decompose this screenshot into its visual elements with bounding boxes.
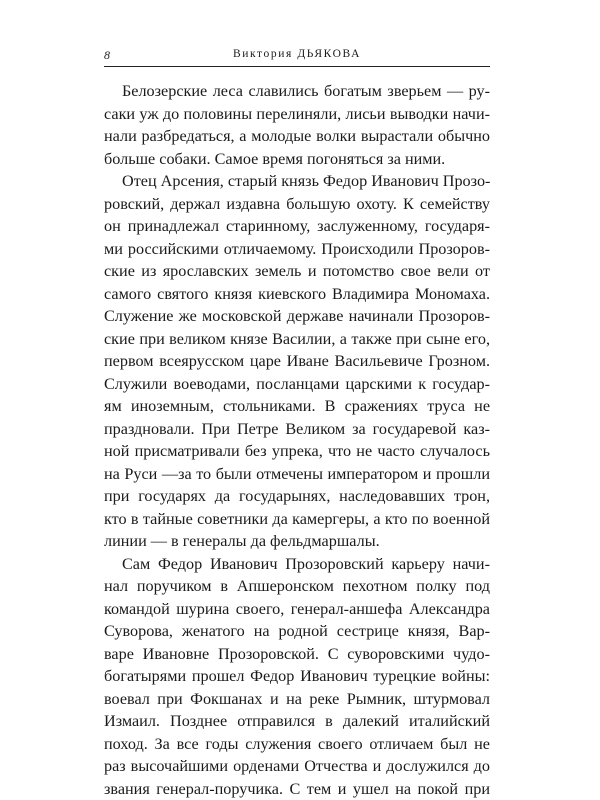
text-line: кто в тайные советники да камергеры, а кто по военной xyxy=(104,508,490,531)
running-title: Виктория ДЬЯКОВА xyxy=(104,48,490,60)
text-line: ские из ярославских земель и потомство свое вели от xyxy=(104,260,490,283)
text-line: Суворова, женатого на родной сестрице князя, Вар- xyxy=(104,620,490,643)
running-header xyxy=(104,44,490,67)
text-line: праздновали. При Петре Великом за государевой каз- xyxy=(104,418,490,441)
paragraph xyxy=(104,80,490,170)
text-line: Служение же московской державе начинали Прозоров- xyxy=(104,305,490,328)
body-text xyxy=(104,80,490,800)
text-line: первом всеярусском царе Иване Васильевиче Грозном. xyxy=(104,350,490,373)
paragraph xyxy=(104,170,490,553)
text-line: на Руси —за то были отмечены императором и прошли xyxy=(104,463,490,486)
text-line: Сам Федор Иванович Прозоровский карьеру начи- xyxy=(104,553,490,576)
text-line: больше собаки. Самое время погоняться за ними. xyxy=(104,148,490,171)
text-line: линии — в генералы да фельдмаршалы. xyxy=(104,530,490,553)
text-line: при государях да государынях, наследовавших трон, xyxy=(104,485,490,508)
text-line: саки уж до половины перелиняли, лисьи выводки начи- xyxy=(104,103,490,126)
text-line: нал поручиком в Апшеронском пехотном полку под xyxy=(104,575,490,598)
text-line: Белозерские леса славились богатым зверьем — ру- xyxy=(104,80,490,103)
text-line: самого святого князя киевского Владимира Мономаха. xyxy=(104,283,490,306)
paragraph xyxy=(104,553,490,800)
text-line: командой шурина своего, генерал-аншефа Александра xyxy=(104,598,490,621)
text-line: Измаил. Позднее отправился в далекий италийский xyxy=(104,710,490,733)
text-line: Служили воеводами, посланцами царскими к государ- xyxy=(104,373,490,396)
page-number: 8 xyxy=(104,48,110,63)
text-line: ские при великом князе Василии, а также при сыне его, xyxy=(104,328,490,351)
text-line: богатырями прошел Федор Иванович турецкие войны: xyxy=(104,665,490,688)
text-line: ной присматривали без упрека, что не часто случалось xyxy=(104,440,490,463)
text-line: варе Ивановне Прозоровской. С суворовскими чудо- xyxy=(104,643,490,666)
text-line: звания генерал-поручика. С тем и ушел на покой при xyxy=(104,778,490,800)
text-line: Отец Арсения, старый князь Федор Иванович Прозо- xyxy=(104,170,490,193)
text-line: ми российскими отличаемому. Происходили Прозоров- xyxy=(104,238,490,261)
text-line: нали разбредаться, а молодые волки вырастали обычно xyxy=(104,125,490,148)
text-line: раз высочайшими орденами Отчества и дослужился до xyxy=(104,755,490,778)
text-line: воевал при Фокшанах и на реке Рымник, штурмовал xyxy=(104,688,490,711)
text-line: ям иноземным, стольниками. В сражениях труса не xyxy=(104,395,490,418)
text-line: поход. За все годы служения своего отличаем был не xyxy=(104,733,490,756)
text-line: ровский, держал издавна большую охоту. К семейству xyxy=(104,193,490,216)
text-line: он принадлежал старинному, заслуженному, государя- xyxy=(104,215,490,238)
